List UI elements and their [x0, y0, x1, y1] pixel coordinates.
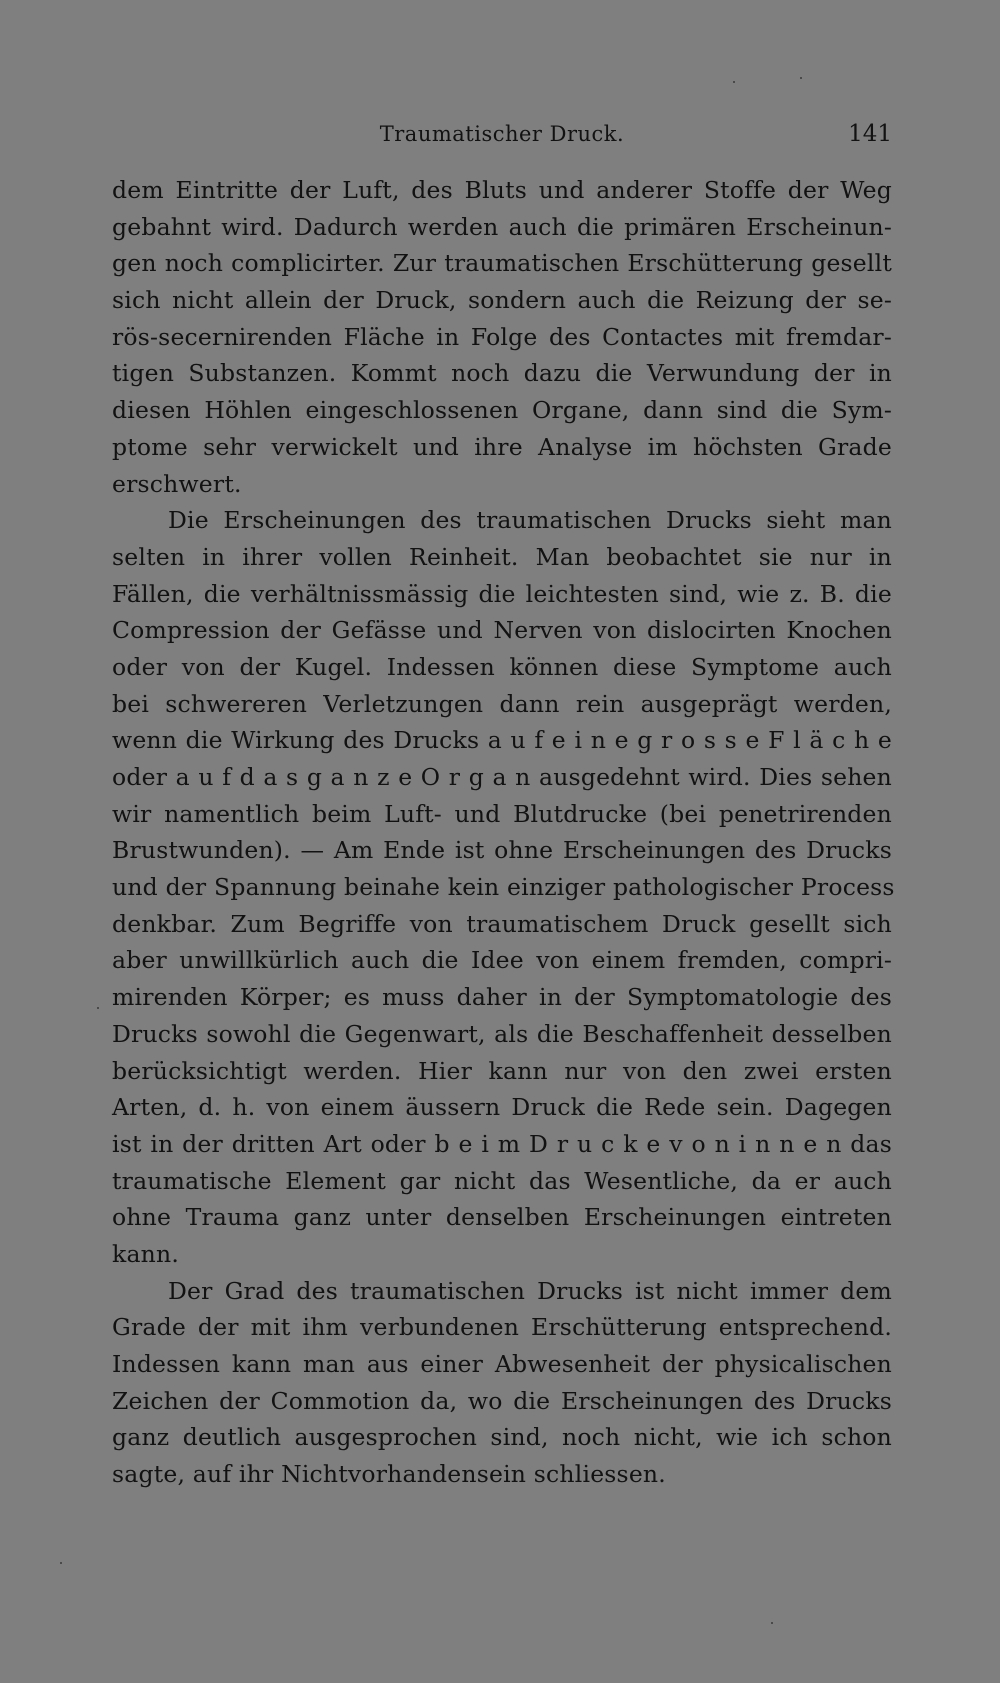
text-line: Zeichen der Commotion da, wo die Erscheinungen des Drucks — [112, 1386, 892, 1415]
text-line: Drucks sowohl die Gegenwart, als die Beschaffenheit desselben — [112, 1019, 892, 1048]
body-text — [112, 172, 895, 1493]
text-line: berücksichtigt werden. Hier kann nur von den zwei ersten — [112, 1056, 892, 1085]
scan-speck — [97, 1007, 99, 1009]
text-line: Compression der Gefässe und Nerven von dislocirten Knochen — [112, 616, 892, 645]
page-number: 141 — [848, 121, 892, 147]
text-line: tigen Substanzen. Kommt noch dazu die Verwundung der in — [112, 359, 892, 388]
text-line: Indessen kann man aus einer Abwesenheit der physicalischen — [112, 1350, 892, 1378]
text-line: gen noch complicirter. Zur traumatischen Erschütterung gesellt — [112, 249, 892, 278]
text-line: oder von der Kugel. Indessen können diese Symptome auch — [112, 652, 892, 681]
scan-speck — [60, 1562, 62, 1564]
text-line: selten in ihrer vollen Reinheit. Man beobachtet sie nur in — [112, 542, 892, 571]
running-title: Traumatischer Druck. — [379, 122, 625, 146]
text-line: oder a u f d a s g a n z e O r g a n ausgedehnt wird. Dies sehen — [112, 763, 892, 791]
text-line: rös-secernirenden Fläche in Folge des Contactes mit fremdar- — [112, 322, 892, 351]
text-line: dem Eintritte der Luft, des Bluts und anderer Stoffe der Weg — [112, 176, 892, 204]
running-head — [112, 118, 892, 150]
text-line: Die Erscheinungen des traumatischen Drucks sieht man — [168, 506, 892, 535]
text-line: sagte, auf ihr Nichtvorhandensein schliessen. — [112, 1460, 666, 1489]
text-line: gebahnt wird. Dadurch werden auch die primären Erscheinun- — [112, 212, 892, 241]
text-line: denkbar. Zum Begriffe von traumatischem Druck gesellt sich — [112, 909, 892, 938]
text-line: Der Grad des traumatischen Drucks ist nicht immer dem — [168, 1276, 892, 1305]
text-line: ist in der dritten Art oder b e i m D r u c k e v o n i n n e n das — [112, 1129, 892, 1158]
text-line: bei schwereren Verletzungen dann rein ausgeprägt werden, — [112, 689, 892, 718]
text-line: Grade der mit ihm verbundenen Erschütterung entsprechend. — [112, 1313, 892, 1342]
text-line: wenn die Wirkung des Drucks a u f e i n e g r o s s e F l ä c h e — [112, 726, 892, 755]
text-line: ohne Trauma ganz unter denselben Erscheinungen eintreten — [112, 1203, 892, 1232]
text-line: ptome sehr verwickelt und ihre Analyse im höchsten Grade — [112, 432, 892, 461]
text-line: Arten, d. h. von einem äussern Druck die Rede sein. Dagegen — [112, 1093, 892, 1122]
text-line: Brustwunden). — Am Ende ist ohne Erscheinungen des Drucks — [112, 836, 892, 865]
text-line: diesen Höhlen eingeschlossenen Organe, dann sind die Sym- — [112, 396, 892, 425]
text-line: mirenden Körper; es muss daher in der Symptomatologie des — [112, 983, 892, 1012]
text-line: sich nicht allein der Druck, sondern auch die Reizung der se- — [112, 286, 892, 315]
text-line: traumatische Element gar nicht das Wesentliche, da er auch — [112, 1166, 892, 1195]
scan-speck — [771, 1622, 773, 1624]
text-line: und der Spannung beinahe kein einziger pathologischer Process — [112, 873, 895, 902]
text-line: Fällen, die verhältnissmässig die leichtesten sind, wie z. B. die — [112, 579, 892, 608]
scan-speck — [800, 77, 802, 79]
text-line: erschwert. — [112, 469, 242, 498]
scan-speck — [733, 81, 735, 83]
text-line: ganz deutlich ausgesprochen sind, noch nicht, wie ich schon — [112, 1423, 892, 1452]
text-line: aber unwillkürlich auch die Idee von einem fremden, compri- — [112, 946, 892, 975]
text-line: kann. — [112, 1239, 179, 1268]
text-line: wir namentlich beim Luft- und Blutdrucke (bei penetrirenden — [112, 799, 892, 828]
